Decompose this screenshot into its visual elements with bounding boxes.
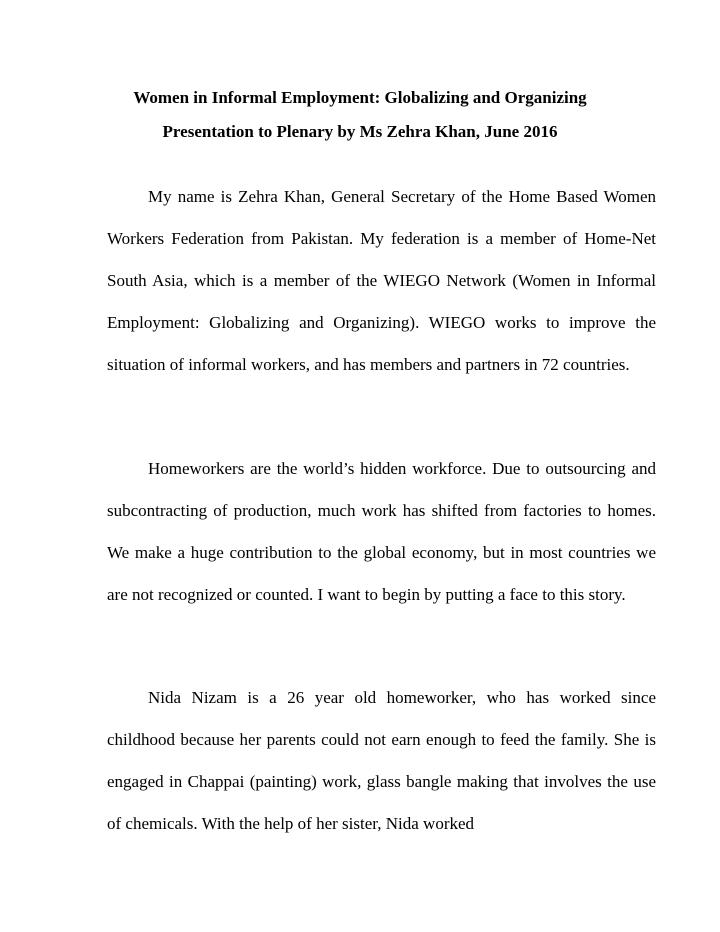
- document-title: Women in Informal Employment: Globalizing and Organizing: [133, 88, 587, 107]
- paragraph-introduction: My name is Zehra Khan, General Secretary of the Home Based Women Workers Federation from Pakistan. My federation is a member of Home-Net South Asia, which is a member of the WIEGO Network (Women in Informal Employment: Globalizing and Organizing). WIEGO works to improve the situation of informal workers, and has members and partners in 72 countries.: [107, 187, 656, 374]
- paragraph-nida-nizam: Nida Nizam is a 26 year old homeworker, who has worked since childhood because her parents could not earn enough to feed the family. She is engaged in Chappai (painting) work, glass bangle making that involves the use of chemicals. With the help of her sister, Nida worked: [107, 688, 656, 833]
- paragraph-homeworkers: Homeworkers are the world’s hidden workforce. Due to outsourcing and subcontracting of production, much work has shifted from factories to homes. We make a huge contribution to the global economy, but in most countries we are not recognized or counted. I want to begin by putting a face to this story.: [107, 459, 656, 604]
- document-subtitle: Presentation to Plenary by Ms Zehra Khan, June 2016: [162, 122, 558, 141]
